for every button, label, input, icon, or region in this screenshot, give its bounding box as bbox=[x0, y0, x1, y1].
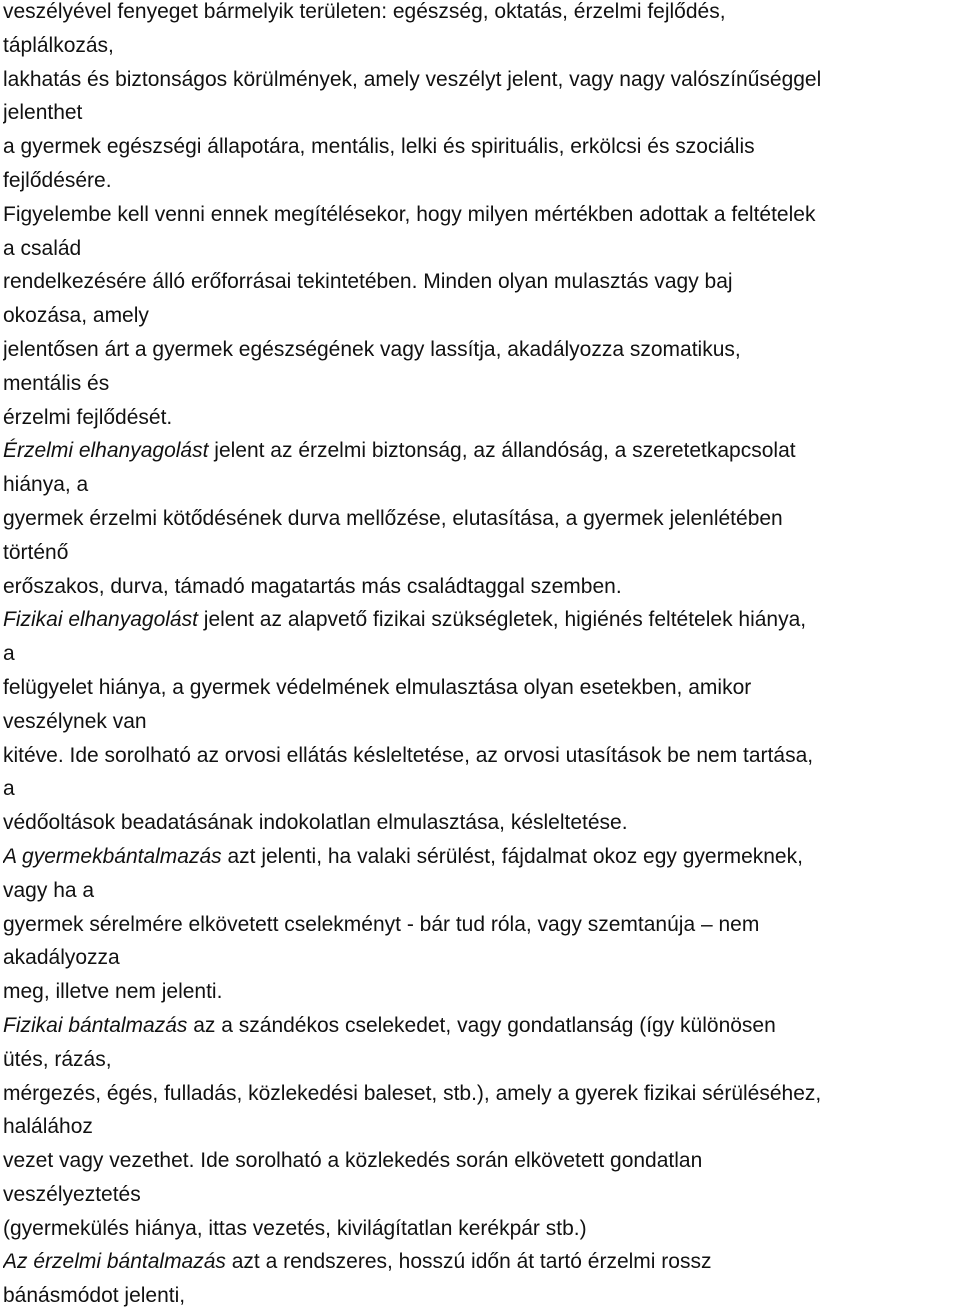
text-segment: okozása, amely bbox=[3, 304, 149, 328]
text-segment: a gyermek egészségi állapotára, mentális, lelki és spirituális, erkölcsi és szociális bbox=[3, 135, 755, 159]
text-line bbox=[3, 806, 960, 840]
text-line bbox=[3, 840, 960, 874]
document-body bbox=[3, 0, 960, 1313]
text-line bbox=[3, 1077, 960, 1111]
text-segment: gyermek érzelmi kötődésének durva mellőzése, elutasítása, a gyermek jelenlétében bbox=[3, 506, 783, 530]
text-segment: mérgezés, égés, fulladás, közlekedési baleset, stb.), amely a gyerek fizikai sérüléséhez, bbox=[3, 1081, 822, 1105]
text-segment: a család bbox=[3, 236, 82, 260]
text-line bbox=[3, 468, 960, 502]
text-segment: azt a rendszeres, hosszú időn át tartó érzelmi rossz bbox=[225, 1250, 712, 1274]
text-line bbox=[3, 1212, 960, 1246]
text-line bbox=[3, 367, 960, 401]
text-line bbox=[3, 198, 960, 232]
text-line bbox=[3, 0, 960, 29]
text-line bbox=[3, 63, 960, 97]
text-segment: jelenthet bbox=[3, 101, 83, 125]
text-line bbox=[3, 130, 960, 164]
text-segment: halálához bbox=[3, 1115, 93, 1139]
text-line bbox=[3, 705, 960, 739]
text-segment: meg, illetve nem jelenti. bbox=[3, 980, 223, 1004]
text-segment: rendelkezésére álló erőforrásai tekintetében. Minden olyan mulasztás vagy baj bbox=[3, 270, 733, 294]
text-line bbox=[3, 1144, 960, 1178]
text-line bbox=[3, 941, 960, 975]
text-segment: érzelmi fejlődését. bbox=[3, 405, 173, 429]
text-line bbox=[3, 536, 960, 570]
text-line bbox=[3, 1110, 960, 1144]
text-line bbox=[3, 1279, 960, 1313]
text-segment: bánásmódot jelenti, bbox=[3, 1284, 186, 1308]
text-segment: ütés, rázás, bbox=[3, 1047, 112, 1071]
text-segment: jelentősen árt a gyermek egészségének vagy lassítja, akadályozza szomatikus, bbox=[3, 337, 741, 361]
text-line bbox=[3, 570, 960, 604]
text-line bbox=[3, 502, 960, 536]
text-line bbox=[3, 975, 960, 1009]
text-segment: lakhatás és biztonságos körülmények, amely veszélyt jelent, vagy nagy valószínűséggel bbox=[3, 67, 822, 91]
text-segment: táplálkozás, bbox=[3, 33, 114, 57]
text-segment: hiánya, a bbox=[3, 473, 89, 497]
text-segment: fejlődésére. bbox=[3, 168, 112, 192]
text-line bbox=[3, 874, 960, 908]
text-line bbox=[3, 1043, 960, 1077]
text-line bbox=[3, 265, 960, 299]
text-line bbox=[3, 1178, 960, 1212]
text-segment: veszélynek van bbox=[3, 709, 147, 733]
text-line bbox=[3, 1009, 960, 1043]
text-line bbox=[3, 164, 960, 198]
text-segment: a bbox=[3, 777, 15, 801]
text-line bbox=[3, 603, 960, 637]
text-segment: az a szándékos cselekedet, vagy gondatlanság (így különösen bbox=[187, 1013, 776, 1037]
term-italic: Fizikai elhanyagolást bbox=[3, 608, 198, 632]
text-line bbox=[3, 637, 960, 671]
text-segment: erőszakos, durva, támadó magatartás más családtaggal szemben. bbox=[3, 574, 622, 598]
text-segment: jelent az alapvető fizikai szükségletek, higiénés feltételek hiánya, bbox=[197, 608, 807, 632]
term-italic: A gyermekbántalmazás bbox=[3, 844, 222, 868]
text-line bbox=[3, 401, 960, 435]
text-segment: mentális és bbox=[3, 371, 110, 395]
term-italic: Érzelmi elhanyagolást bbox=[3, 439, 209, 463]
text-line bbox=[3, 908, 960, 942]
text-segment: a bbox=[3, 642, 15, 666]
text-line bbox=[3, 772, 960, 806]
text-line bbox=[3, 434, 960, 468]
text-segment: felügyelet hiánya, a gyermek védelmének elmulasztása olyan esetekben, amikor bbox=[3, 675, 752, 699]
term-italic: Az érzelmi bántalmazás bbox=[3, 1250, 226, 1274]
text-segment: veszélyeztetés bbox=[3, 1182, 141, 1206]
text-line bbox=[3, 333, 960, 367]
text-line bbox=[3, 1245, 960, 1279]
text-segment: vagy ha a bbox=[3, 878, 95, 902]
text-line bbox=[3, 299, 960, 333]
term-italic: Fizikai bántalmazás bbox=[3, 1013, 188, 1037]
text-segment: azt jelenti, ha valaki sérülést, fájdalmat okoz egy gyermeknek, bbox=[221, 844, 803, 868]
text-line bbox=[3, 96, 960, 130]
text-segment: védőoltások beadatásának indokolatlan elmulasztása, késleltetése. bbox=[3, 811, 628, 835]
text-segment: (gyermekülés hiánya, ittas vezetés, kivilágítatlan kerékpár stb.) bbox=[3, 1216, 587, 1240]
text-segment: vezet vagy vezethet. Ide sorolható a közlekedés során elkövetett gondatlan bbox=[3, 1149, 703, 1173]
text-segment: akadályozza bbox=[3, 946, 120, 970]
text-line bbox=[3, 232, 960, 266]
text-line bbox=[3, 29, 960, 63]
text-segment: jelent az érzelmi biztonság, az állandóság, a szeretetkapcsolat bbox=[208, 439, 796, 463]
text-line bbox=[3, 739, 960, 773]
text-segment: veszélyével fenyeget bármelyik területen: egészség, oktatás, érzelmi fejlődés, bbox=[3, 0, 726, 23]
text-segment: Figyelembe kell venni ennek megítélésekor, hogy milyen mértékben adottak a feltételek bbox=[3, 202, 816, 226]
text-segment: történő bbox=[3, 540, 69, 564]
text-segment: kitéve. Ide sorolható az orvosi ellátás késleltetése, az orvosi utasítások be nem tartása, bbox=[3, 743, 814, 767]
text-segment: gyermek sérelmére elkövetett cselekményt - bár tud róla, vagy szemtanúja – nem bbox=[3, 912, 760, 936]
text-line bbox=[3, 671, 960, 705]
